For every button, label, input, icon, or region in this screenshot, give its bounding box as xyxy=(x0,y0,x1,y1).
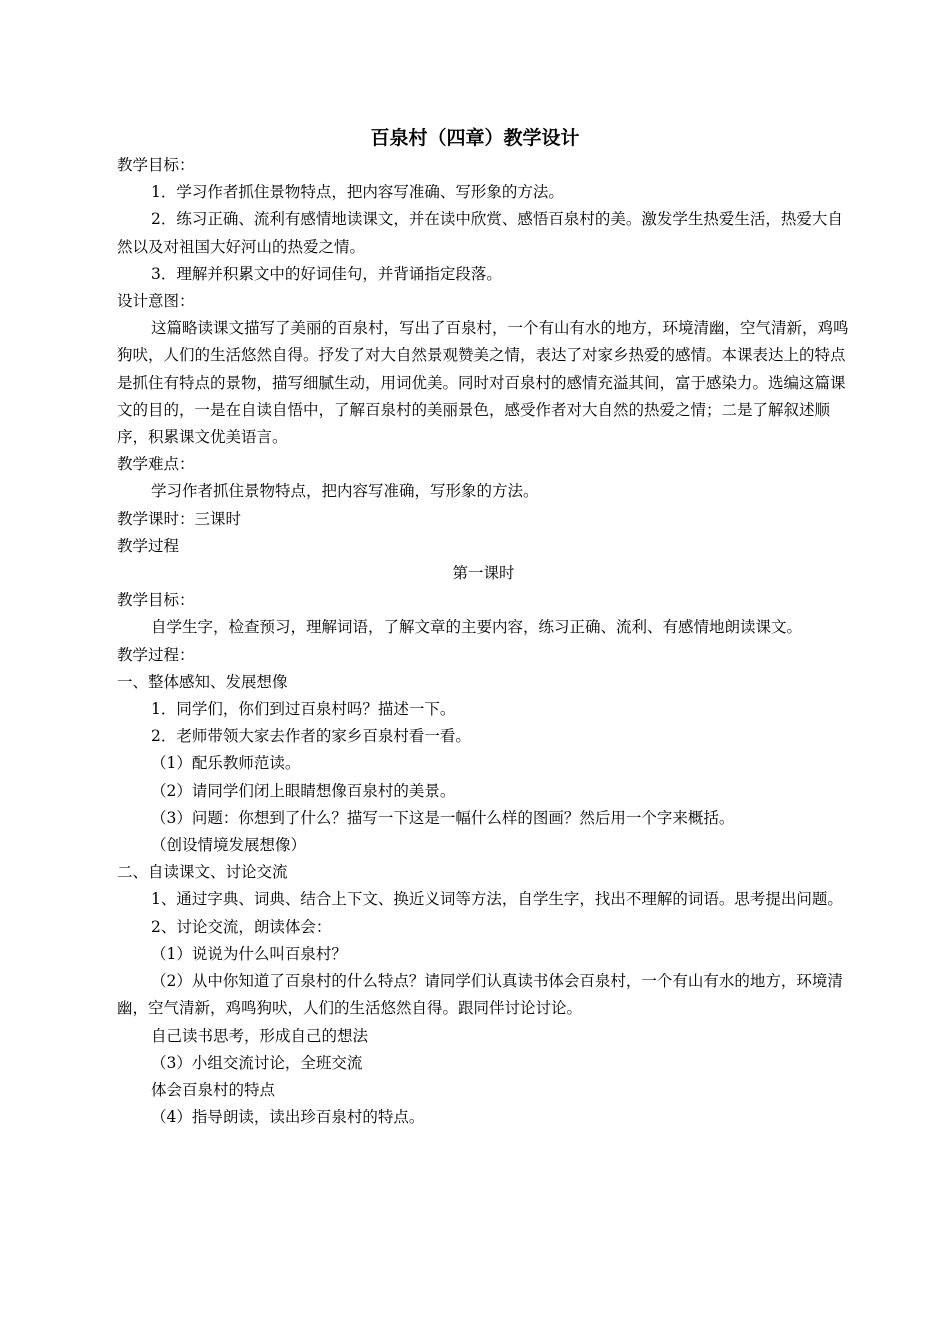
document-body xyxy=(117,152,850,1131)
step-2-sub-1: （1）配乐教师范读。 xyxy=(151,754,301,773)
design-intent-paragraph: 这篇略读课文描写了美丽的百泉村，写出了百泉村，一个有山有水的地方，环境清幽，空气清新，鸡鸣狗吠，人们的生活悠然自得。抒发了对大自然景观赞美之情，表达了对家乡热爱的感情。本课表达上的特点是抓住有特点的景物，描写细腻生动，用词优美。同时对百泉村的感情充溢其间，富于感染力。选编这篇课文的目的，一是在自读自悟中，了解百泉村的美丽景色，感受作者对大自然的热爱之情；二是了解叙述顺序，积累课文优美语言。 xyxy=(117,319,849,447)
section-two-step-1: 1、通过字典、词典、结合上下文、换近义词等方法，自学生字，找出不理解的词语。思考提出问题。 xyxy=(151,890,843,909)
goal-item-1: 1．学习作者抓住景物特点，把内容写准确、写形象的方法。 xyxy=(151,183,564,202)
document-title: 百泉村（四章）教学设计 xyxy=(370,127,580,149)
section-two-sub-3: （3）小组交流讨论，全班交流 xyxy=(151,1053,363,1072)
heading-lesson-process: 教学过程： xyxy=(117,645,195,664)
section-two-heading: 二、自读课文、讨论交流 xyxy=(117,863,288,882)
heading-process: 教学过程 xyxy=(117,536,180,555)
section-two-feature: 体会百泉村的特点 xyxy=(151,1080,276,1099)
class-hours: 教学课时：三课时 xyxy=(117,509,242,528)
section-one-heading: 一、整体感知、发展想像 xyxy=(117,672,288,691)
step-2-note: （创设情境发展想像） xyxy=(151,836,307,855)
step-2-sub-3: （3）问题：你想到了什么？描写一下这是一幅什么样的图画？然后用一个字来概括。 xyxy=(151,808,735,827)
section-two-sub-4: （4）指导朗读，读出珍百泉村的特点。 xyxy=(151,1108,425,1127)
step-2: 2．老师带领大家去作者的家乡百泉村看一看。 xyxy=(151,727,471,746)
heading-design-intent: 设计意图： xyxy=(117,292,195,311)
section-two-think: 自己读书思考，形成自己的想法 xyxy=(151,1026,369,1045)
section-two-sub-1: （1）说说为什么叫百泉村？ xyxy=(151,944,347,963)
goal-item-2: 2．练习正确、流利有感情地读课文，并在读中欣赏、感悟百泉村的美。激发学生热爱生活，热爱大自然以及对祖国大好河山的热爱之情。 xyxy=(117,210,843,256)
lesson-one-heading: 第一课时 xyxy=(452,564,515,583)
lesson-goals-text: 自学生字，检查预习，理解词语，了解文章的主要内容，练习正确、流利、有感情地朗读课文。 xyxy=(151,618,803,637)
goal-item-3: 3．理解并积累文中的好词佳句，并背诵指定段落。 xyxy=(151,264,502,283)
heading-difficulty: 教学难点： xyxy=(117,455,195,474)
section-two-sub-2: （2）从中你知道了百泉村的什么特点？请同学们认真读书体会百泉村，一个有山有水的地方，环境清 幽，空气清新，鸡鸣狗吠，人们的生活悠然自得。跟同伴讨论讨论。 xyxy=(117,972,843,1018)
heading-teaching-goals: 教学目标： xyxy=(117,156,195,174)
heading-lesson-goals: 教学目标： xyxy=(117,591,195,610)
step-2-sub-2: （2）请同学们闭上眼睛想像百泉村的美景。 xyxy=(151,781,456,800)
step-1: 1．同学们，你们到过百泉村吗？描述一下。 xyxy=(151,700,456,719)
section-two-step-2: 2、讨论交流，朗读体会： xyxy=(151,917,332,936)
difficulty-text: 学习作者抓住景物特点，把内容写准确，写形象的方法。 xyxy=(151,482,539,501)
